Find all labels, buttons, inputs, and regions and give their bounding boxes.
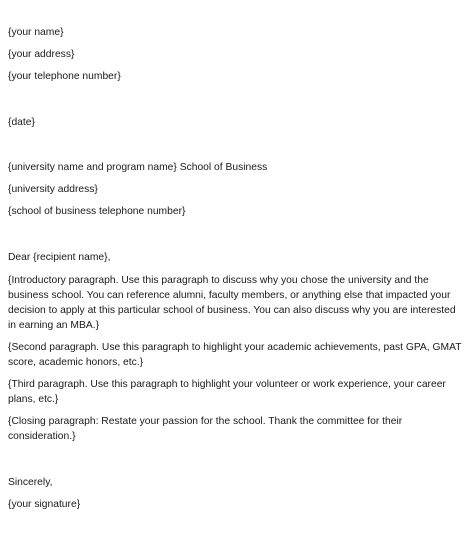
recipient-university-address: {university address}	[8, 184, 98, 195]
closing-paragraph: {Closing paragraph: Restate your passion for the school. Thank the committee for their consideration.}	[8, 416, 403, 442]
salutation: Dear {recipient name},	[8, 252, 111, 263]
sign-off: Sincerely,	[8, 477, 53, 488]
third-paragraph: {Third paragraph. Use this paragraph to highlight your volunteer or work experience, your career plans, etc.}	[8, 379, 446, 405]
letter-date: {date}	[8, 117, 35, 128]
sender-address: {your address}	[8, 49, 75, 60]
sender-telephone: {your telephone number}	[8, 71, 121, 82]
second-paragraph: {Second paragraph. Use this paragraph to highlight your academic achievements, past GPA, GMAT score, academic honors, etc.}	[8, 342, 462, 368]
intro-paragraph: {Introductory paragraph. Use this paragraph to discuss why you chose the university and the business school. You can reference alumni, faculty members, or anything else that impacted your decision to apply at this particular school of business. You can also discuss why you are interested in earning an MBA.}	[8, 275, 456, 331]
recipient-school-telephone: {school of business telephone number}	[8, 206, 186, 217]
recipient-university-program: {university name and program name} School of Business	[8, 162, 268, 173]
sender-name: {your name}	[8, 27, 64, 38]
signature: {your signature}	[8, 499, 81, 510]
